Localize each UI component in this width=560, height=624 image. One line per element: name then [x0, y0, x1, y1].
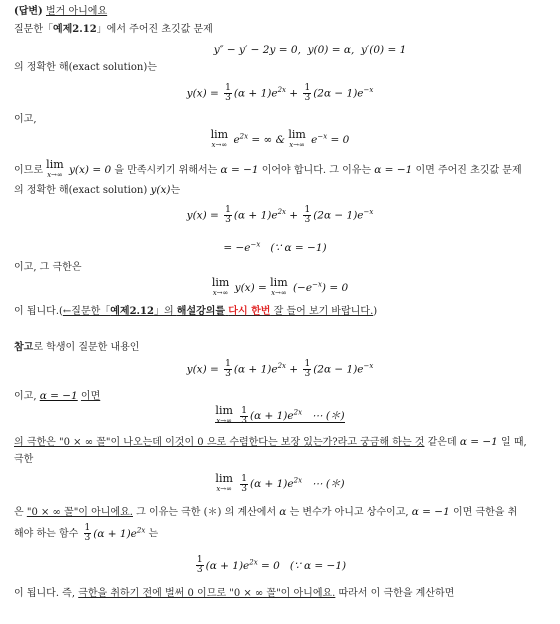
exact-solution-intro-2: 의 정확한 해(exact solution) y(x)는: [14, 184, 181, 196]
star-expression-2: lim x→∞ $\frac{1}{3}$ $(\alpha + 1)e^{2x}$ ⋯ (＊): [215, 472, 345, 494]
answer-paragraph-1: 은 "0 × ∞ 꼴"이 아니에요. 그 이유는 극한 (＊) 의 계산에서 α 는 변수가 아니고 상수이고, α = −1 이면 극한을 취: [14, 506, 518, 518]
answer-header: (답변) 벌거 아니에요: [14, 6, 108, 17]
highlight-text: 다시 한번: [228, 306, 271, 317]
star-expression: lim x→∞ $\frac{1}{3}$ $(\alpha + 1)e^{2x}$ ⋯ (＊): [215, 404, 345, 426]
limits-equation: lim x→∞ $e^{2x}$ = ∞ & lim x→∞ $e^{-x} = 0$: [210, 128, 350, 149]
final-paragraph: 이 됩니다. 즉, 극한을 취하기 전에 벌써 0 이므로 "0 × ∞ 꼴"이 아니에요. 따라서 이 극한을 계산하면: [14, 588, 455, 599]
main-paragraph: 이므로 lim x→∞ y(x) = 0 을 만족시키기 위해서는 α = −1 이어야 합니다. 그 이유는 α = −1 이면 주어진 초깃값 문제: [14, 158, 522, 179]
zero-equation: $\frac{1}{3}$ $(\alpha + 1)e^{2x} = 0$ (∵ α = −1): [196, 555, 347, 575]
limit-label: 극한: [14, 454, 34, 465]
alpha-line: 이고, α = −1 이면: [14, 390, 101, 402]
solution-equation-2: y(x) = $\frac{1}{3}$ $(\alpha + 1)e^{2x}$ + $\frac{1}{3}$ $(2\alpha - 1)e^{-x}$: [186, 205, 374, 225]
ode-equation: y″ − y′ − 2y = 0, y(0) = α, y′(0) = 1: [213, 44, 407, 56]
limit-result: lim x→∞ y(x) = lim x→∞ $(-e^{-x}) = 0$: [211, 276, 349, 297]
also-line: 이고,: [14, 114, 37, 125]
question-line: 질문한「예제2.12」에서 주어진 초깃값 문제: [14, 24, 213, 35]
answer-paragraph-2: 해야 하는 함수 $\frac{1}{3}$ $(\alpha + 1)e^{2x}$ 는: [14, 523, 159, 543]
solution-equation: y(x) = $\frac{1}{3}$ $(\alpha + 1)e^{2x}$ + $\frac{1}{3}$ $(2\alpha - 1)e^{-x}$: [186, 83, 374, 103]
note-title: 참고로 학생이 질문한 내용인: [14, 342, 140, 353]
question-paragraph: 의 극한은 "0 × ∞ 꼴"이 나오는데 이것이 0 으로 수렴한다는 보장 있는가?라고 궁금해 하는 것 같은데 α = −1 일 때,: [14, 436, 527, 448]
solution-equation-3: y(x) = $\frac{1}{3}$ $(\alpha + 1)e^{2x}$ + $\frac{1}{3}$ $(2\alpha - 1)e^{-x}$: [186, 359, 374, 379]
exact-solution-intro: 의 정확한 해(exact solution)는: [14, 62, 157, 73]
result-equation: = $-e^{-x}$ (∵ α = −1): [223, 240, 327, 254]
becomes-line: 이 됩니다.(←질문한「예제2.12」의 해설강의를 다시 한번 잘 들어 보기 바랍니다.): [14, 306, 378, 317]
limit-intro: 이고, 그 극한은: [14, 262, 82, 273]
